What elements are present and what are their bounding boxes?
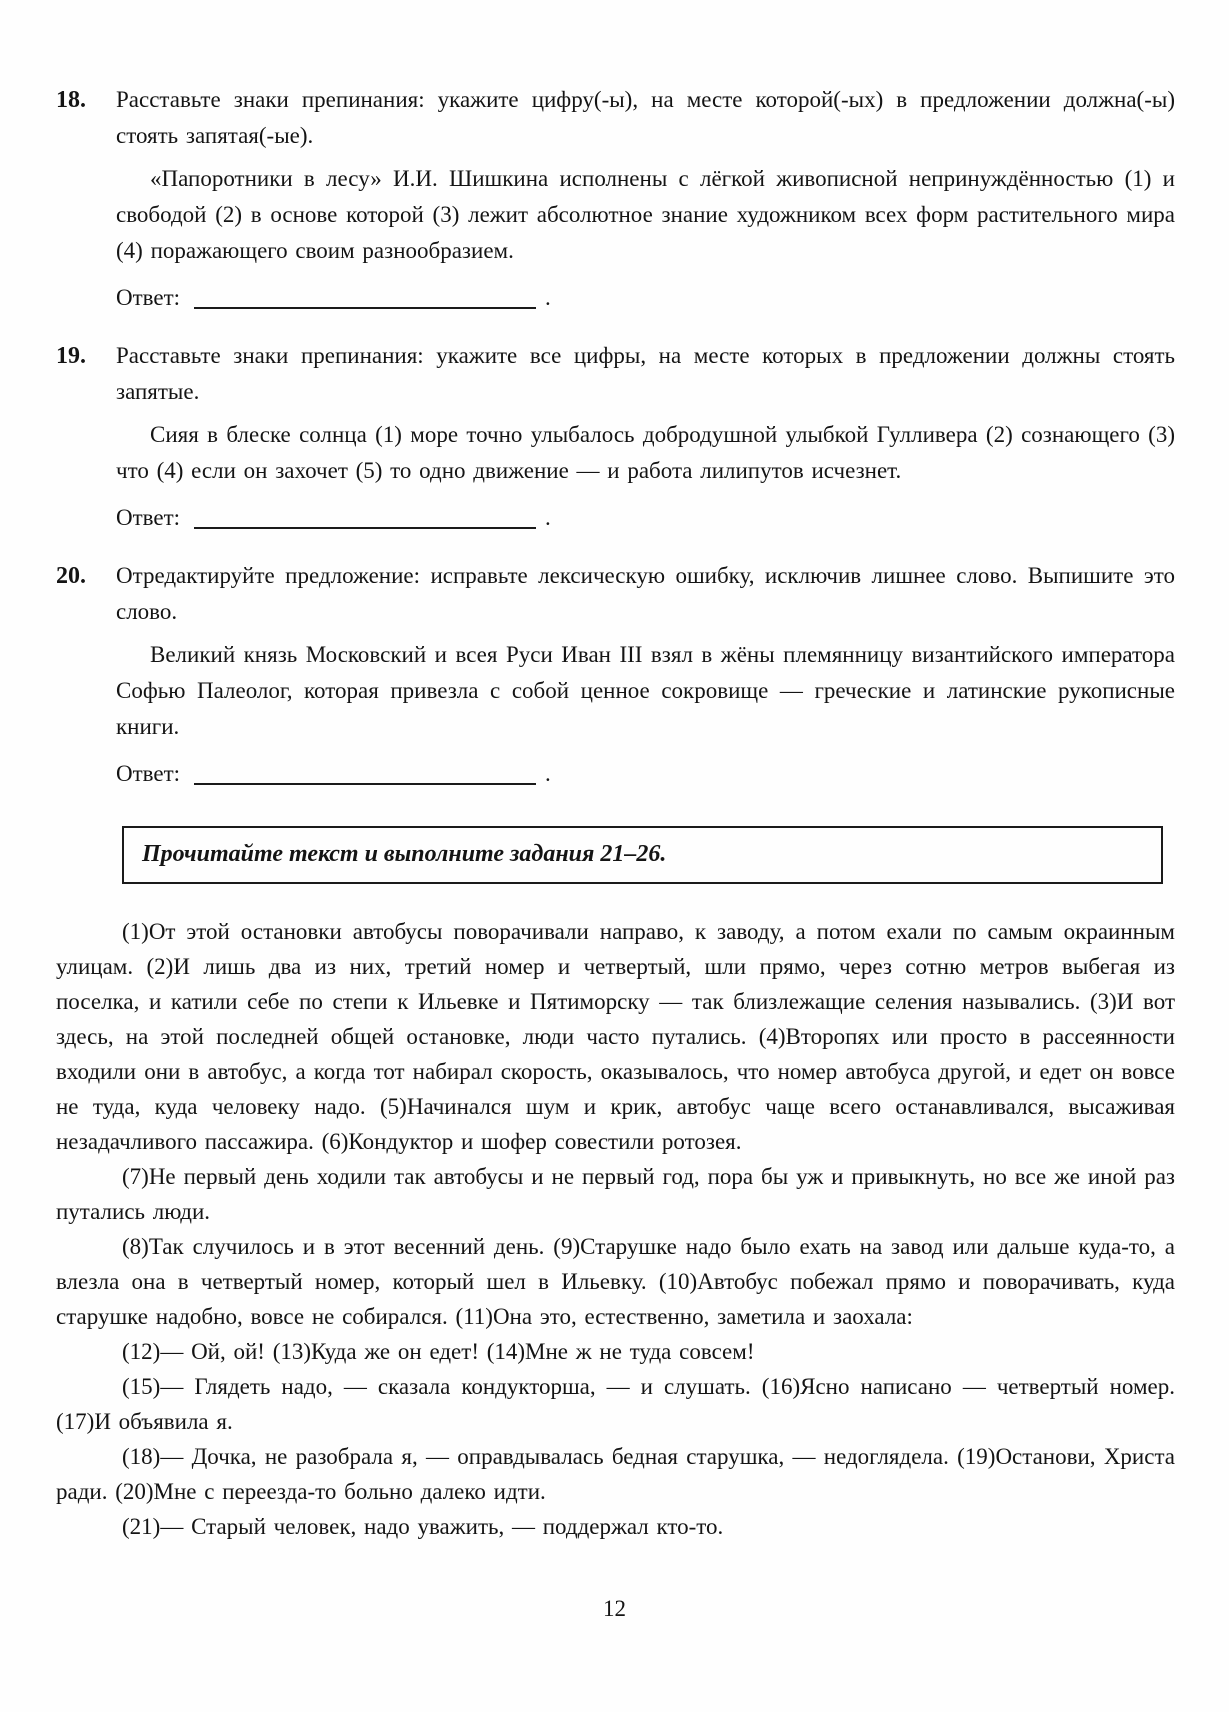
task-20-body bbox=[116, 558, 1175, 792]
task-20-sentence: Великий князь Московский и всея Руси Иван III взял в жёны племянницу византийского императора Софью Палеолог, которая привезла с собой ценное сокровище — греческие и латинские рукописные книги. bbox=[116, 642, 1175, 739]
reading-instruction-box bbox=[122, 826, 1163, 884]
passage-paragraph-5: (15)— Глядеть надо, — сказала кондукторша, — и слушать. (16)Ясно написано — четвертый номер. (17)И объявила я. bbox=[56, 1374, 1175, 1434]
task-20-instruction: Отредактируйте предложение: исправьте лексическую ошибку, исключив лишнее слово. Выпишите это слово. bbox=[116, 563, 1175, 624]
task-18-instruction: Расставьте знаки препинания: укажите цифру(-ы), на месте которой(-ых) в предложении должна(-ы) стоять запятая(-ые). bbox=[116, 87, 1175, 148]
task-19-number: 19. bbox=[56, 343, 86, 369]
task-18-sentence: «Папоротники в лесу» И.И. Шишкина исполнены с лёгкой живописной непринуждённостью (1) и свободой (2) в основе которой (3) лежит абсолютное знание художником всех форм растительного мира (4) поражающего своим разнообразием. bbox=[116, 166, 1175, 263]
task-20-answer-period: . bbox=[545, 761, 551, 786]
task-19-answer-label: Ответ: bbox=[116, 505, 181, 530]
passage-paragraph-4: (12)— Ой, ой! (13)Куда же он едет! (14)Мне ж не туда совсем! bbox=[122, 1339, 755, 1364]
task-20-answer-blank-line bbox=[194, 761, 536, 785]
task-19 bbox=[56, 338, 1175, 536]
reading-passage bbox=[56, 914, 1175, 1544]
page-number: 12 bbox=[603, 1596, 626, 1621]
task-18-number: 18. bbox=[56, 87, 86, 113]
task-20 bbox=[56, 558, 1175, 792]
passage-paragraph-2: (7)Не первый день ходили так автобусы и не первый год, пора бы уж и привыкнуть, но все же иной раз путались люди. bbox=[56, 1164, 1175, 1224]
task-19-instruction: Расставьте знаки препинания: укажите все цифры, на месте которых в предложении должны стоять запятые. bbox=[116, 343, 1175, 404]
passage-paragraph-7: (21)— Старый человек, надо уважить, — поддержал кто-то. bbox=[122, 1514, 724, 1539]
task-20-number: 20. bbox=[56, 563, 86, 589]
task-20-answer-label: Ответ: bbox=[116, 761, 181, 786]
task-19-answer-row bbox=[116, 500, 1175, 536]
task-19-sentence: Сияя в блеске солнца (1) море точно улыбалось добродушной улыбкой Гулливера (2) сознающего (3) что (4) если он захочет (5) то одно движение — и работа лилипутов исчезнет. bbox=[116, 422, 1175, 483]
passage-paragraph-6: (18)— Дочка, не разобрала я, — оправдывалась бедная старушка, — недоглядела. (19)Останови, Христа ради. (20)Мне с переезда-то больно далеко идти. bbox=[56, 1444, 1175, 1504]
task-18 bbox=[56, 82, 1175, 316]
reading-instruction-text: Прочитайте текст и выполните задания 21–26. bbox=[142, 841, 667, 867]
task-18-answer-label: Ответ: bbox=[116, 285, 181, 310]
task-20-answer-row bbox=[116, 756, 1175, 792]
task-18-answer-period: . bbox=[545, 285, 551, 310]
task-19-body bbox=[116, 338, 1175, 536]
passage-paragraph-1: (1)От этой остановки автобусы поворачивали направо, к заводу, а потом ехали по самым окраинным улицам. (2)И лишь два из них, третий номер и четвертый, шли прямо, через сотню метров выбегая из поселка, и катили себе по степи к Ильевке и Пятиморску — так близлежащие селения назывались. (3)И вот здесь, на этой последней общей остановке, люди часто путались. (4)Второпях или просто в рассеянности входили они в автобус, а когда тот набирал скорость, оказывалось, что номер автобуса другой, и едет он вовсе не туда, куда человеку надо. (5)Начинался шум и крик, автобус чаще всего останавливался, высаживая незадачливого пассажира. (6)Кондуктор и шофер совестили ротозея. bbox=[56, 919, 1175, 1154]
task-18-body bbox=[116, 82, 1175, 316]
task-19-answer-period: . bbox=[545, 505, 551, 530]
task-18-answer-blank-line bbox=[194, 285, 536, 309]
task-18-answer-row bbox=[116, 280, 1175, 316]
passage-paragraph-3: (8)Так случилось и в этот весенний день. (9)Старушке надо было ехать на завод или дальше куда-то, а влезла она в четвертый номер, который шел в Ильевку. (10)Автобус побежал прямо и поворачивать, куда старушке надобно, вовсе не собирался. (11)Она это, естественно, заметила и заохала: bbox=[56, 1234, 1175, 1329]
task-19-answer-blank-line bbox=[194, 505, 536, 529]
